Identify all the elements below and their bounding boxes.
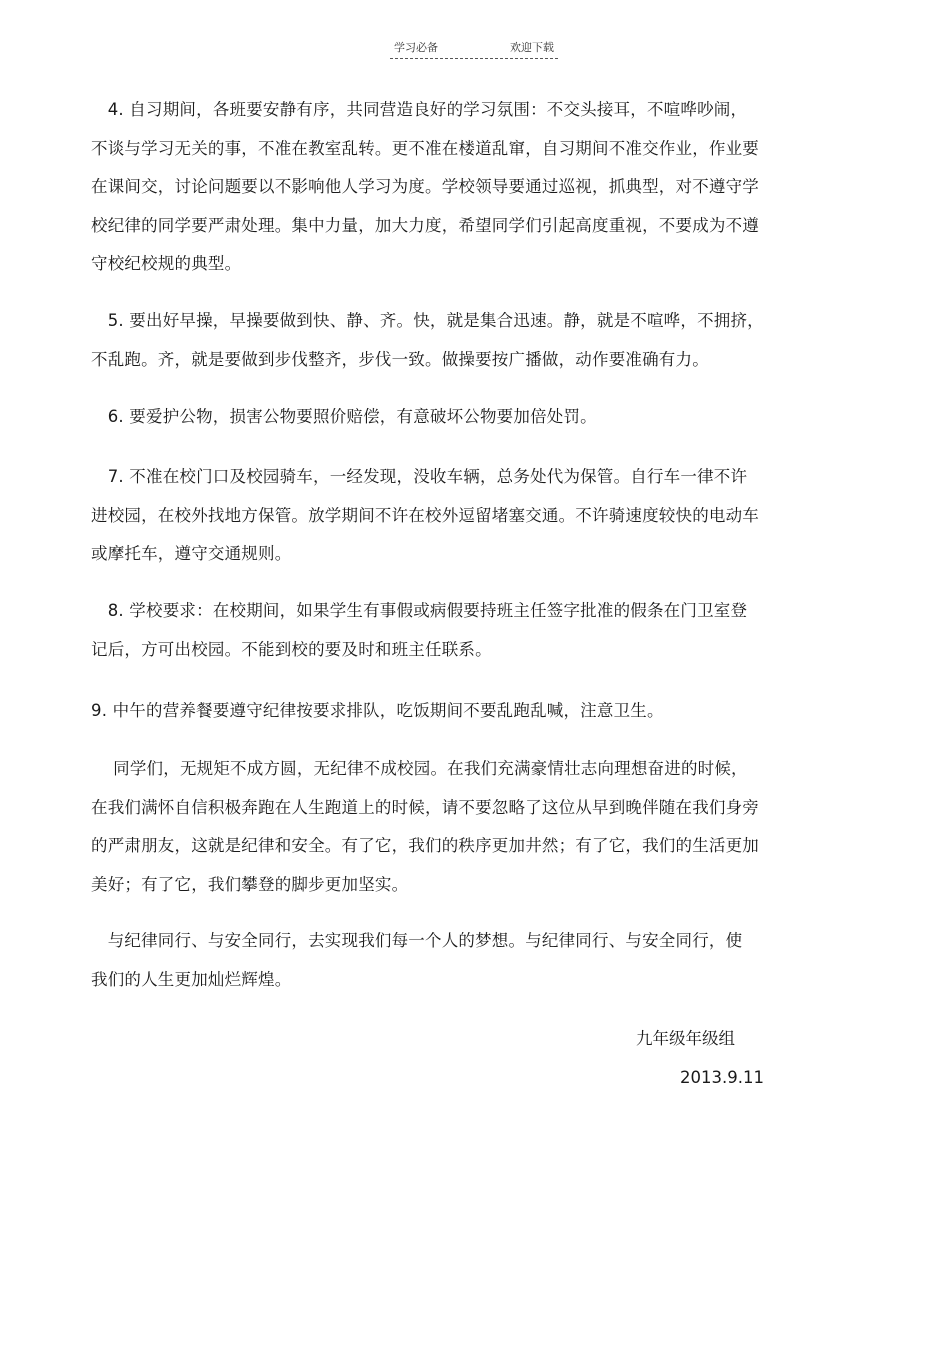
- text-line: 4. 自习期间，各班要安静有序，共同营造良好的学习氛围：不交头接耳，不喧哗吵闹，: [91, 100, 748, 119]
- paragraph-rule-6: [91, 398, 821, 437]
- text-line: 校纪律的同学要严肃处理。集中力量，加大力度，希望同学们引起高度重视，不要成为不遵: [91, 215, 759, 235]
- text-line: 在课间交，讨论问题要以不影响他人学习为度。学校领导要通过巡视，抓典型，对不遵守学: [91, 177, 759, 196]
- page-header: [390, 40, 558, 59]
- signature-group: 九年级年级组: [636, 1029, 735, 1048]
- header-left-text: 学习必备: [394, 41, 438, 54]
- text-line: 与纪律同行、与安全同行，去实现我们每一个人的梦想。与纪律同行、与安全同行，使: [91, 931, 743, 950]
- text-line: 6. 要爱护公物，损害公物要照价赔偿，有意破坏公物要加倍处罚。: [91, 407, 597, 426]
- paragraph-rule-4: [91, 91, 821, 284]
- paragraph-closing-2: [91, 922, 821, 999]
- header-right-text: 欢迎下载: [510, 41, 554, 54]
- text-line: 9. 中午的营养餐要遵守纪律按要求排队，吃饭期间不要乱跑乱喊，注意卫生。: [91, 701, 664, 720]
- text-line: 守校纪校规的典型。: [91, 254, 242, 273]
- paragraph-closing-1: [91, 750, 821, 904]
- paragraph-rule-8: [91, 592, 821, 669]
- text-line: 5. 要出好早操，早操要做到快、静、齐。快，就是集合迅速。静，就是不喧哗，不拥挤，: [91, 311, 764, 330]
- text-line: 不乱跑。齐，就是要做到步伐整齐，步伐一致。做操要按广播做，动作要准确有力。: [91, 349, 709, 369]
- text-line: 或摩托车，遵守交通规则。: [91, 544, 292, 563]
- signature-date: 2013.9.11: [680, 1068, 764, 1087]
- text-line: 7. 不准在校门口及校园骑车，一经发现，没收车辆，总务处代为保管。自行车一律不许: [91, 467, 748, 486]
- paragraph-rule-7: [91, 458, 821, 574]
- text-line: 记后，方可出校园。不能到校的要及时和班主任联系。: [91, 639, 492, 659]
- text-line: 8. 学校要求：在校期间，如果学生有事假或病假要持班主任签字批准的假条在门卫室登: [91, 601, 748, 620]
- paragraph-rule-9: [91, 692, 821, 731]
- paragraph-rule-5: [91, 302, 821, 379]
- text-line: 不谈与学习无关的事，不准在教室乱转。更不准在楼道乱窜，自习期间不准交作业，作业要: [91, 138, 759, 158]
- text-line: 的严肃朋友，这就是纪律和安全。有了它，我们的秩序更加井然；有了它，我们的生活更加: [91, 836, 759, 855]
- text-line: 进校园，在校外找地方保管。放学期间不许在校外逗留堵塞交通。不许骑速度较快的电动车: [91, 505, 759, 525]
- text-line: 我们的人生更加灿烂辉煌。: [91, 969, 292, 989]
- text-line: 美好；有了它，我们攀登的脚步更加坚实。: [91, 874, 409, 894]
- text-line: 同学们，无规矩不成方圆，无纪律不成校园。在我们充满豪情壮志向理想奋进的时候，: [91, 759, 748, 778]
- text-line: 在我们满怀自信积极奔跑在人生跑道上的时候，请不要忽略了这位从早到晚伴随在我们身旁: [91, 797, 759, 817]
